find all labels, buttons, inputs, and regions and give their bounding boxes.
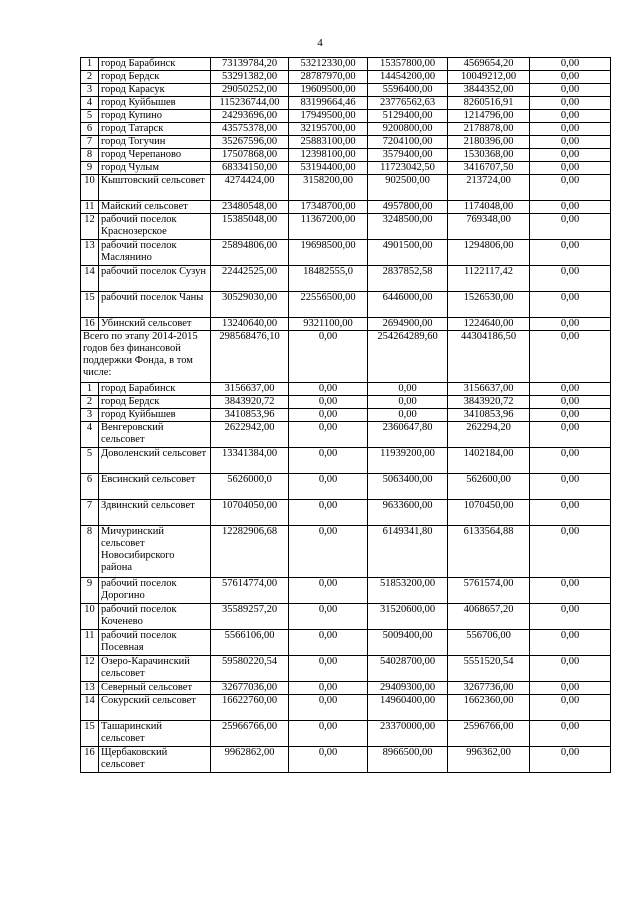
other-amount: 0,00: [530, 409, 611, 422]
fund-amount: 0,00: [289, 747, 368, 773]
table-row: [81, 97, 611, 110]
other-amount: 0,00: [530, 136, 611, 149]
local-budget-amount: 769348,00: [448, 214, 530, 240]
fund-amount: 0,00: [289, 331, 368, 383]
municipality-name: Озеро-Карачинский сельсовет: [99, 656, 211, 682]
other-amount: 0,00: [530, 396, 611, 409]
other-amount: 0,00: [530, 58, 611, 71]
row-number: 9: [81, 162, 99, 175]
local-budget-amount: 2180396,00: [448, 136, 530, 149]
local-budget-amount: 3156637,00: [448, 383, 530, 396]
table-row: [81, 396, 611, 409]
regional-budget-amount: 902500,00: [368, 175, 448, 201]
fund-amount: 32195700,00: [289, 123, 368, 136]
municipality-name: рабочий поселок Дорогино: [99, 578, 211, 604]
total-amount: 68334150,00: [211, 162, 289, 175]
local-budget-amount: 44304186,50: [448, 331, 530, 383]
table-row: [81, 71, 611, 84]
page-number: 4: [317, 37, 323, 49]
row-number: 10: [81, 604, 99, 630]
row-number: 4: [81, 422, 99, 448]
total-amount: 25894806,00: [211, 240, 289, 266]
row-number: 6: [81, 123, 99, 136]
other-amount: 0,00: [530, 474, 611, 500]
total-amount: 35267596,00: [211, 136, 289, 149]
municipality-name: рабочий поселок Посевная: [99, 630, 211, 656]
fund-amount: 12398100,00: [289, 149, 368, 162]
table-row: [81, 409, 611, 422]
regional-budget-amount: 11723042,50: [368, 162, 448, 175]
table-row: [81, 422, 611, 448]
other-amount: 0,00: [530, 318, 611, 331]
row-number: 5: [81, 110, 99, 123]
total-amount: 10704050,00: [211, 500, 289, 526]
local-budget-amount: 213724,00: [448, 175, 530, 201]
regional-budget-amount: 7204100,00: [368, 136, 448, 149]
table-row: [81, 656, 611, 682]
table-row: [81, 630, 611, 656]
fund-amount: 0,00: [289, 695, 368, 721]
fund-amount: 53194400,00: [289, 162, 368, 175]
other-amount: 0,00: [530, 201, 611, 214]
total-amount: 12282906,68: [211, 526, 289, 578]
municipality-name: город Барабинск: [99, 383, 211, 396]
total-amount: 25966766,00: [211, 721, 289, 747]
total-amount: 30529030,00: [211, 292, 289, 318]
fund-amount: 0,00: [289, 396, 368, 409]
row-number: 7: [81, 136, 99, 149]
regional-budget-amount: 2694900,00: [368, 318, 448, 331]
total-amount: 2622942,00: [211, 422, 289, 448]
regional-budget-amount: 31520600,00: [368, 604, 448, 630]
total-amount: 3410853,96: [211, 409, 289, 422]
row-number: 9: [81, 578, 99, 604]
municipality-name: рабочий поселок Коченево: [99, 604, 211, 630]
fund-amount: 0,00: [289, 422, 368, 448]
table-row: [81, 682, 611, 695]
fund-amount: 83199664,46: [289, 97, 368, 110]
local-budget-amount: 1070450,00: [448, 500, 530, 526]
other-amount: 0,00: [530, 448, 611, 474]
row-number: 10: [81, 175, 99, 201]
table-row: [81, 448, 611, 474]
row-number: 13: [81, 240, 99, 266]
fund-amount: 0,00: [289, 656, 368, 682]
regional-budget-amount: 8966500,00: [368, 747, 448, 773]
municipality-name: Ташаринский сельсовет: [99, 721, 211, 747]
municipality-name: рабочий поселок Краснозерское: [99, 214, 211, 240]
other-amount: 0,00: [530, 578, 611, 604]
local-budget-amount: 2596766,00: [448, 721, 530, 747]
other-amount: 0,00: [530, 149, 611, 162]
other-amount: 0,00: [530, 110, 611, 123]
regional-budget-amount: 29409300,00: [368, 682, 448, 695]
local-budget-amount: 262294,20: [448, 422, 530, 448]
table-row: [81, 136, 611, 149]
municipality-name: город Чулым: [99, 162, 211, 175]
fund-amount: 0,00: [289, 578, 368, 604]
row-number: 2: [81, 396, 99, 409]
municipality-name: город Карасук: [99, 84, 211, 97]
other-amount: 0,00: [530, 71, 611, 84]
table-row: [81, 110, 611, 123]
municipality-name: Доволенский сельсовет: [99, 448, 211, 474]
table-row: [81, 292, 611, 318]
regional-budget-amount: 5129400,00: [368, 110, 448, 123]
table-row: [81, 84, 611, 97]
municipality-name: Евсинский сельсовет: [99, 474, 211, 500]
fund-amount: 0,00: [289, 500, 368, 526]
fund-amount: 28787970,00: [289, 71, 368, 84]
local-budget-amount: 1174048,00: [448, 201, 530, 214]
other-amount: 0,00: [530, 630, 611, 656]
row-number: 1: [81, 383, 99, 396]
fund-amount: 0,00: [289, 721, 368, 747]
table-row: [81, 123, 611, 136]
table-row: [81, 162, 611, 175]
total-amount: 23480548,00: [211, 201, 289, 214]
regional-budget-amount: 2837852,58: [368, 266, 448, 292]
total-amount: 3843920,72: [211, 396, 289, 409]
total-amount: 5566106,00: [211, 630, 289, 656]
table-row: [81, 383, 611, 396]
fund-amount: 11367200,00: [289, 214, 368, 240]
municipality-name: город Куйбышев: [99, 97, 211, 110]
local-budget-amount: 6133564,88: [448, 526, 530, 578]
total-amount: 15385048,00: [211, 214, 289, 240]
municipality-name: город Бердск: [99, 71, 211, 84]
regional-budget-amount: 0,00: [368, 396, 448, 409]
total-amount: 13341384,00: [211, 448, 289, 474]
table-row: [81, 578, 611, 604]
local-budget-amount: 1402184,00: [448, 448, 530, 474]
municipality-name: Кыштовский сельсовет: [99, 175, 211, 201]
fund-amount: 17949500,00: [289, 110, 368, 123]
other-amount: 0,00: [530, 240, 611, 266]
fund-amount: 0,00: [289, 383, 368, 396]
table-row: [81, 201, 611, 214]
municipality-name: город Тогучин: [99, 136, 211, 149]
other-amount: 0,00: [530, 604, 611, 630]
table-row: [81, 266, 611, 292]
row-number: 11: [81, 630, 99, 656]
municipality-name: Венгеровский сельсовет: [99, 422, 211, 448]
total-amount: 35589257,20: [211, 604, 289, 630]
table-row: [81, 240, 611, 266]
other-amount: 0,00: [530, 97, 611, 110]
regional-budget-amount: 11939200,00: [368, 448, 448, 474]
regional-budget-amount: 6446000,00: [368, 292, 448, 318]
fund-amount: 0,00: [289, 448, 368, 474]
total-amount: 59580220,54: [211, 656, 289, 682]
other-amount: 0,00: [530, 84, 611, 97]
fund-amount: 19609500,00: [289, 84, 368, 97]
fund-amount: 0,00: [289, 682, 368, 695]
municipality-name: Северный сельсовет: [99, 682, 211, 695]
local-budget-amount: 2178878,00: [448, 123, 530, 136]
regional-budget-amount: 4901500,00: [368, 240, 448, 266]
summary-label: Всего по этапу 2014-2015 годов без финансовой поддержки Фонда, в том числе:: [81, 331, 211, 383]
municipality-name: город Татарск: [99, 123, 211, 136]
other-amount: 0,00: [530, 162, 611, 175]
other-amount: 0,00: [530, 175, 611, 201]
municipality-name: рабочий поселок Чаны: [99, 292, 211, 318]
other-amount: 0,00: [530, 266, 611, 292]
fund-amount: 0,00: [289, 526, 368, 578]
local-budget-amount: 1214796,00: [448, 110, 530, 123]
table-row: [81, 175, 611, 201]
other-amount: 0,00: [530, 526, 611, 578]
local-budget-amount: 562600,00: [448, 474, 530, 500]
row-number: 4: [81, 97, 99, 110]
other-amount: 0,00: [530, 695, 611, 721]
local-budget-amount: 1530368,00: [448, 149, 530, 162]
row-number: 5: [81, 448, 99, 474]
other-amount: 0,00: [530, 747, 611, 773]
local-budget-amount: 1662360,00: [448, 695, 530, 721]
row-number: 16: [81, 747, 99, 773]
local-budget-amount: 3416707,50: [448, 162, 530, 175]
total-amount: 13240640,00: [211, 318, 289, 331]
total-amount: 4274424,00: [211, 175, 289, 201]
total-amount: 32677036,00: [211, 682, 289, 695]
municipality-name: рабочий поселок Маслянино: [99, 240, 211, 266]
row-number: 8: [81, 526, 99, 578]
table-row: [81, 214, 611, 240]
fund-amount: 17348700,00: [289, 201, 368, 214]
regional-budget-amount: 2360647,80: [368, 422, 448, 448]
row-number: 12: [81, 214, 99, 240]
fund-amount: 22556500,00: [289, 292, 368, 318]
row-number: 15: [81, 721, 99, 747]
other-amount: 0,00: [530, 500, 611, 526]
table-row: [81, 747, 611, 773]
regional-budget-amount: 23776562,63: [368, 97, 448, 110]
other-amount: 0,00: [530, 292, 611, 318]
fund-amount: 9321100,00: [289, 318, 368, 331]
row-number: 7: [81, 500, 99, 526]
municipality-name: Мичуринский сельсовет Новосибирского района: [99, 526, 211, 578]
fund-amount: 0,00: [289, 474, 368, 500]
local-budget-amount: 5761574,00: [448, 578, 530, 604]
total-amount: 16622760,00: [211, 695, 289, 721]
municipality-name: город Черепаново: [99, 149, 211, 162]
funding-table: [80, 57, 611, 773]
total-amount: 53291382,00: [211, 71, 289, 84]
row-number: 16: [81, 318, 99, 331]
other-amount: 0,00: [530, 214, 611, 240]
regional-budget-amount: 23370000,00: [368, 721, 448, 747]
total-amount: 57614774,00: [211, 578, 289, 604]
table-row: [81, 474, 611, 500]
table-body: [81, 58, 611, 773]
regional-budget-amount: 3579400,00: [368, 149, 448, 162]
row-number: 2: [81, 71, 99, 84]
other-amount: 0,00: [530, 331, 611, 383]
total-amount: 3156637,00: [211, 383, 289, 396]
row-number: 11: [81, 201, 99, 214]
regional-budget-amount: 14454200,00: [368, 71, 448, 84]
total-amount: 115236744,00: [211, 97, 289, 110]
local-budget-amount: 3843920,72: [448, 396, 530, 409]
other-amount: 0,00: [530, 422, 611, 448]
regional-budget-amount: 254264289,60: [368, 331, 448, 383]
local-budget-amount: 1224640,00: [448, 318, 530, 331]
regional-budget-amount: 15357800,00: [368, 58, 448, 71]
other-amount: 0,00: [530, 123, 611, 136]
regional-budget-amount: 0,00: [368, 409, 448, 422]
fund-amount: 0,00: [289, 409, 368, 422]
regional-budget-amount: 5009400,00: [368, 630, 448, 656]
regional-budget-amount: 9200800,00: [368, 123, 448, 136]
row-number: 12: [81, 656, 99, 682]
municipality-name: Щербаковский сельсовет: [99, 747, 211, 773]
local-budget-amount: 1122117,42: [448, 266, 530, 292]
row-number: 8: [81, 149, 99, 162]
fund-amount: 53212330,00: [289, 58, 368, 71]
local-budget-amount: 4068657,20: [448, 604, 530, 630]
total-amount: 24293696,00: [211, 110, 289, 123]
table-row: [81, 318, 611, 331]
table-row: [81, 526, 611, 578]
local-budget-amount: 3410853,96: [448, 409, 530, 422]
municipality-name: город Барабинск: [99, 58, 211, 71]
municipality-name: Убинский сельсовет: [99, 318, 211, 331]
municipality-name: Здвинский сельсовет: [99, 500, 211, 526]
municipality-name: город Купино: [99, 110, 211, 123]
table-row: [81, 695, 611, 721]
table-row: [81, 721, 611, 747]
regional-budget-amount: 0,00: [368, 383, 448, 396]
regional-budget-amount: 5063400,00: [368, 474, 448, 500]
total-amount: 73139784,20: [211, 58, 289, 71]
local-budget-amount: 556706,00: [448, 630, 530, 656]
regional-budget-amount: 14960400,00: [368, 695, 448, 721]
row-number: 13: [81, 682, 99, 695]
municipality-name: рабочий поселок Сузун: [99, 266, 211, 292]
row-number: 3: [81, 409, 99, 422]
regional-budget-amount: 54028700,00: [368, 656, 448, 682]
local-budget-amount: 3267736,00: [448, 682, 530, 695]
regional-budget-amount: 4957800,00: [368, 201, 448, 214]
local-budget-amount: 3844352,00: [448, 84, 530, 97]
total-amount: 9962862,00: [211, 747, 289, 773]
local-budget-amount: 1526530,00: [448, 292, 530, 318]
municipality-name: город Куйбышев: [99, 409, 211, 422]
total-amount: 298568476,10: [211, 331, 289, 383]
fund-amount: 18482555,0: [289, 266, 368, 292]
total-amount: 29050252,00: [211, 84, 289, 97]
fund-amount: 0,00: [289, 630, 368, 656]
row-number: 15: [81, 292, 99, 318]
local-budget-amount: 8260516,91: [448, 97, 530, 110]
regional-budget-amount: 6149341,80: [368, 526, 448, 578]
municipality-name: город Бердск: [99, 396, 211, 409]
fund-amount: 19698500,00: [289, 240, 368, 266]
local-budget-amount: 10049212,00: [448, 71, 530, 84]
fund-amount: 0,00: [289, 604, 368, 630]
row-number: 14: [81, 695, 99, 721]
local-budget-amount: 5551520,54: [448, 656, 530, 682]
total-amount: 17507868,00: [211, 149, 289, 162]
total-amount: 5626000,0: [211, 474, 289, 500]
regional-budget-amount: 3248500,00: [368, 214, 448, 240]
municipality-name: Сокурский сельсовет: [99, 695, 211, 721]
row-number: 3: [81, 84, 99, 97]
summary-row: [81, 331, 611, 383]
other-amount: 0,00: [530, 682, 611, 695]
municipality-name: Майский сельсовет: [99, 201, 211, 214]
row-number: 14: [81, 266, 99, 292]
regional-budget-amount: 5596400,00: [368, 84, 448, 97]
local-budget-amount: 1294806,00: [448, 240, 530, 266]
row-number: 1: [81, 58, 99, 71]
local-budget-amount: 996362,00: [448, 747, 530, 773]
fund-amount: 25883100,00: [289, 136, 368, 149]
regional-budget-amount: 51853200,00: [368, 578, 448, 604]
table-row: [81, 58, 611, 71]
total-amount: 43575378,00: [211, 123, 289, 136]
other-amount: 0,00: [530, 721, 611, 747]
total-amount: 22442525,00: [211, 266, 289, 292]
table-row: [81, 500, 611, 526]
other-amount: 0,00: [530, 383, 611, 396]
table-row: [81, 149, 611, 162]
row-number: 6: [81, 474, 99, 500]
table-row: [81, 604, 611, 630]
other-amount: 0,00: [530, 656, 611, 682]
local-budget-amount: 4569654,20: [448, 58, 530, 71]
regional-budget-amount: 9633600,00: [368, 500, 448, 526]
fund-amount: 3158200,00: [289, 175, 368, 201]
